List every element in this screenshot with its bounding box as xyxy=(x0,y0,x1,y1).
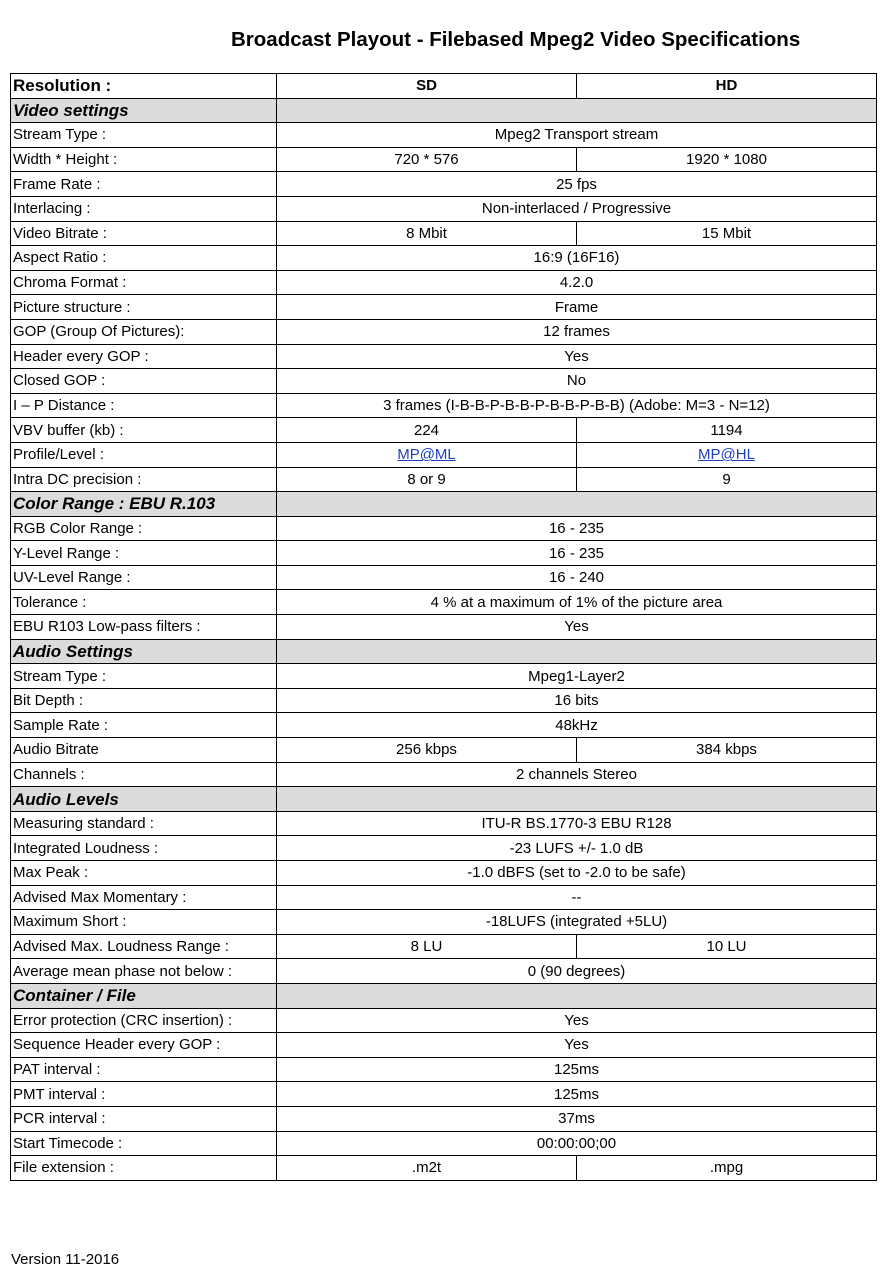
section-header-row xyxy=(11,639,877,664)
spec-row xyxy=(11,1082,877,1107)
spec-value: 16 - 240 xyxy=(277,565,877,590)
spec-value-hd: 1194 xyxy=(577,418,877,443)
spec-label: Chroma Format : xyxy=(11,270,277,295)
spec-label: RGB Color Range : xyxy=(11,516,277,541)
version-label: Version 11-2016 xyxy=(11,1251,120,1268)
spec-label: PAT interval : xyxy=(11,1057,277,1082)
spec-value: 16 - 235 xyxy=(277,516,877,541)
spec-row xyxy=(11,418,877,443)
spec-row xyxy=(11,1106,877,1131)
spec-row xyxy=(11,836,877,861)
spec-label: Interlacing : xyxy=(11,196,277,221)
spec-label: VBV buffer (kb) : xyxy=(11,418,277,443)
spec-row xyxy=(11,295,877,320)
spec-row xyxy=(11,1008,877,1033)
spec-label: Intra DC precision : xyxy=(11,467,277,492)
spec-value-sd: 224 xyxy=(277,418,577,443)
spec-value: 2 channels Stereo xyxy=(277,762,877,787)
spec-label: Channels : xyxy=(11,762,277,787)
spec-label: Integrated Loudness : xyxy=(11,836,277,861)
spec-row xyxy=(11,1033,877,1058)
spec-label: Measuring standard : xyxy=(11,811,277,836)
spec-label: PCR interval : xyxy=(11,1106,277,1131)
spec-value: 16:9 (16F16) xyxy=(277,246,877,271)
section-filler xyxy=(277,639,877,664)
sd-column-header: SD xyxy=(277,74,577,99)
spec-value: -- xyxy=(277,885,877,910)
spec-value-sd xyxy=(277,442,577,467)
spec-value: Non-interlaced / Progressive xyxy=(277,196,877,221)
section-title: Video settings xyxy=(11,98,277,123)
spec-label: Max Peak : xyxy=(11,861,277,886)
spec-value: Mpeg1-Layer2 xyxy=(277,664,877,689)
spec-value-sd: 256 kbps xyxy=(277,738,577,763)
spec-value-sd: 8 Mbit xyxy=(277,221,577,246)
spec-row xyxy=(11,959,877,984)
section-title: Audio Levels xyxy=(11,787,277,812)
hd-column-header: HD xyxy=(577,74,877,99)
spec-value: No xyxy=(277,369,877,394)
spec-label: Y-Level Range : xyxy=(11,541,277,566)
spec-row xyxy=(11,344,877,369)
spec-value: 3 frames (I-B-B-P-B-B-P-B-B-P-B-B) (Adobe: M=3 - N=12) xyxy=(277,393,877,418)
section-filler xyxy=(277,787,877,812)
spec-row xyxy=(11,885,877,910)
section-header-row xyxy=(11,492,877,517)
spec-value-sd: .m2t xyxy=(277,1156,577,1181)
spec-value: -1.0 dBFS (set to -2.0 to be safe) xyxy=(277,861,877,886)
section-filler xyxy=(277,983,877,1008)
spec-row xyxy=(11,1057,877,1082)
spec-value: Frame xyxy=(277,295,877,320)
spec-value: 0 (90 degrees) xyxy=(277,959,877,984)
resolution-label: Resolution : xyxy=(11,74,277,99)
spec-value-sd: 720 * 576 xyxy=(277,147,577,172)
spec-value: Yes xyxy=(277,1033,877,1058)
page-title: Broadcast Playout - Filebased Mpeg2 Video Specifications xyxy=(231,28,801,51)
spec-label: Aspect Ratio : xyxy=(11,246,277,271)
resolution-header-row xyxy=(11,74,877,99)
spec-row xyxy=(11,861,877,886)
spec-row xyxy=(11,221,877,246)
spec-label: Sequence Header every GOP : xyxy=(11,1033,277,1058)
spec-label: Sample Rate : xyxy=(11,713,277,738)
spec-value-sd: 8 or 9 xyxy=(277,467,577,492)
spec-row xyxy=(11,369,877,394)
spec-value: Yes xyxy=(277,344,877,369)
spec-label: Stream Type : xyxy=(11,123,277,148)
spec-label: Closed GOP : xyxy=(11,369,277,394)
profile-level-link-sd[interactable]: MP@ML xyxy=(397,446,456,464)
spec-value: 125ms xyxy=(277,1082,877,1107)
spec-value: -23 LUFS +/- 1.0 dB xyxy=(277,836,877,861)
spec-value: Yes xyxy=(277,1008,877,1033)
spec-row xyxy=(11,442,877,467)
spec-label: I – P Distance : xyxy=(11,393,277,418)
spec-label: PMT interval : xyxy=(11,1082,277,1107)
spec-value: 16 bits xyxy=(277,688,877,713)
spec-row xyxy=(11,196,877,221)
spec-row xyxy=(11,319,877,344)
spec-row xyxy=(11,516,877,541)
section-title: Audio Settings xyxy=(11,639,277,664)
spec-table-body xyxy=(11,74,877,1181)
spec-row xyxy=(11,123,877,148)
spec-value: 25 fps xyxy=(277,172,877,197)
spec-value: Yes xyxy=(277,615,877,640)
spec-row xyxy=(11,738,877,763)
spec-value: 4 % at a maximum of 1% of the picture area xyxy=(277,590,877,615)
spec-label: Maximum Short : xyxy=(11,910,277,935)
spec-label: GOP (Group Of Pictures): xyxy=(11,319,277,344)
spec-label: File extension : xyxy=(11,1156,277,1181)
spec-value: 00:00:00;00 xyxy=(277,1131,877,1156)
spec-value-hd: 15 Mbit xyxy=(577,221,877,246)
spec-label: Frame Rate : xyxy=(11,172,277,197)
spec-label: Advised Max Momentary : xyxy=(11,885,277,910)
spec-row xyxy=(11,541,877,566)
spec-row xyxy=(11,688,877,713)
spec-value-hd xyxy=(577,442,877,467)
spec-row xyxy=(11,393,877,418)
spec-label: Picture structure : xyxy=(11,295,277,320)
spec-row xyxy=(11,934,877,959)
spec-value-sd: 8 LU xyxy=(277,934,577,959)
spec-label: Average mean phase not below : xyxy=(11,959,277,984)
section-header-row xyxy=(11,787,877,812)
spec-row xyxy=(11,1131,877,1156)
spec-table xyxy=(10,73,877,1181)
spec-label: Audio Bitrate xyxy=(11,738,277,763)
spec-row xyxy=(11,811,877,836)
spec-row xyxy=(11,762,877,787)
spec-label: Width * Height : xyxy=(11,147,277,172)
spec-row xyxy=(11,664,877,689)
spec-value: 16 - 235 xyxy=(277,541,877,566)
section-title: Container / File xyxy=(11,983,277,1008)
section-title: Color Range : EBU R.103 xyxy=(11,492,277,517)
spec-row xyxy=(11,172,877,197)
profile-level-link-hd[interactable]: MP@HL xyxy=(698,446,755,464)
spec-value: 37ms xyxy=(277,1106,877,1131)
section-filler xyxy=(277,492,877,517)
spec-value-hd: .mpg xyxy=(577,1156,877,1181)
spec-row xyxy=(11,713,877,738)
spec-value-hd: 10 LU xyxy=(577,934,877,959)
spec-row xyxy=(11,615,877,640)
spec-label: UV-Level Range : xyxy=(11,565,277,590)
section-filler xyxy=(277,98,877,123)
spec-row xyxy=(11,910,877,935)
spec-row xyxy=(11,565,877,590)
spec-value: ITU-R BS.1770-3 EBU R128 xyxy=(277,811,877,836)
spec-value-hd: 384 kbps xyxy=(577,738,877,763)
spec-label: Bit Depth : xyxy=(11,688,277,713)
spec-value: 12 frames xyxy=(277,319,877,344)
spec-label: Video Bitrate : xyxy=(11,221,277,246)
spec-row xyxy=(11,147,877,172)
spec-value-hd: 9 xyxy=(577,467,877,492)
spec-label: Tolerance : xyxy=(11,590,277,615)
spec-row xyxy=(11,467,877,492)
spec-row xyxy=(11,246,877,271)
spec-row xyxy=(11,1156,877,1181)
spec-label: Stream Type : xyxy=(11,664,277,689)
spec-value: Mpeg2 Transport stream xyxy=(277,123,877,148)
spec-value: -18LUFS (integrated +5LU) xyxy=(277,910,877,935)
spec-row xyxy=(11,270,877,295)
section-header-row xyxy=(11,98,877,123)
spec-value: 4.2.0 xyxy=(277,270,877,295)
spec-label: Error protection (CRC insertion) : xyxy=(11,1008,277,1033)
section-header-row xyxy=(11,983,877,1008)
spec-label: Start Timecode : xyxy=(11,1131,277,1156)
spec-value: 125ms xyxy=(277,1057,877,1082)
spec-label: Profile/Level : xyxy=(11,442,277,467)
spec-value-hd: 1920 * 1080 xyxy=(577,147,877,172)
spec-label: Header every GOP : xyxy=(11,344,277,369)
spec-row xyxy=(11,590,877,615)
spec-label: Advised Max. Loudness Range : xyxy=(11,934,277,959)
spec-value: 48kHz xyxy=(277,713,877,738)
spec-label: EBU R103 Low-pass filters : xyxy=(11,615,277,640)
